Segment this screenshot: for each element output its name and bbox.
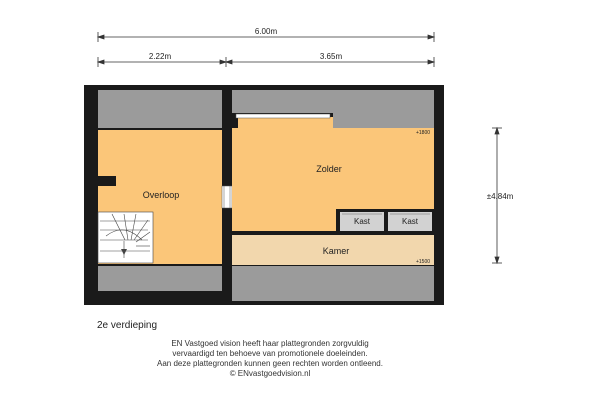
height-mark-kamer: +1500: [415, 259, 431, 265]
roof-slope-top-right-step: [333, 113, 434, 128]
dimension-left-width-label: 2.22m: [148, 52, 172, 61]
door-overloop-zolder: [222, 186, 232, 208]
roof-slope-top-left: [98, 90, 222, 128]
zolder-window: [236, 114, 330, 118]
room-label-kast-1: Kast: [353, 217, 371, 226]
dimension-depth-label: ±4.84m: [486, 192, 514, 201]
disclaimer-line: vervaardigd ten behoeve van promotionele doeleinden.: [172, 349, 368, 358]
dimension-right-width-label: 3.65m: [319, 52, 343, 61]
room-label-overloop: Overloop: [142, 190, 180, 200]
room-label-kamer: Kamer: [322, 246, 350, 256]
roof-slope-bottom-left: [98, 266, 222, 291]
disclaimer: [0, 339, 540, 379]
copyright-line: © ENvastgoedvision.nl: [229, 369, 311, 378]
room-label-zolder: Zolder: [316, 164, 342, 174]
wall-notch: [98, 176, 116, 186]
roof-slope-top-right: [232, 90, 434, 113]
floor-level-label: 2e verdieping: [97, 320, 158, 331]
dimension-total-width-label: 6.00m: [254, 27, 278, 36]
staircase: [98, 212, 153, 263]
room-zolder-upper: [238, 117, 333, 129]
disclaimer-line: Aan deze plattegronden kunnen geen rechten worden ontleend.: [157, 359, 383, 368]
roof-slope-bottom-right: [232, 266, 434, 301]
room-label-kast-2: Kast: [401, 217, 419, 226]
disclaimer-line: EN Vastgoed vision heeft haar plattegronden zorgvuldig: [171, 339, 369, 348]
height-mark-zolder: +1800: [415, 130, 431, 136]
